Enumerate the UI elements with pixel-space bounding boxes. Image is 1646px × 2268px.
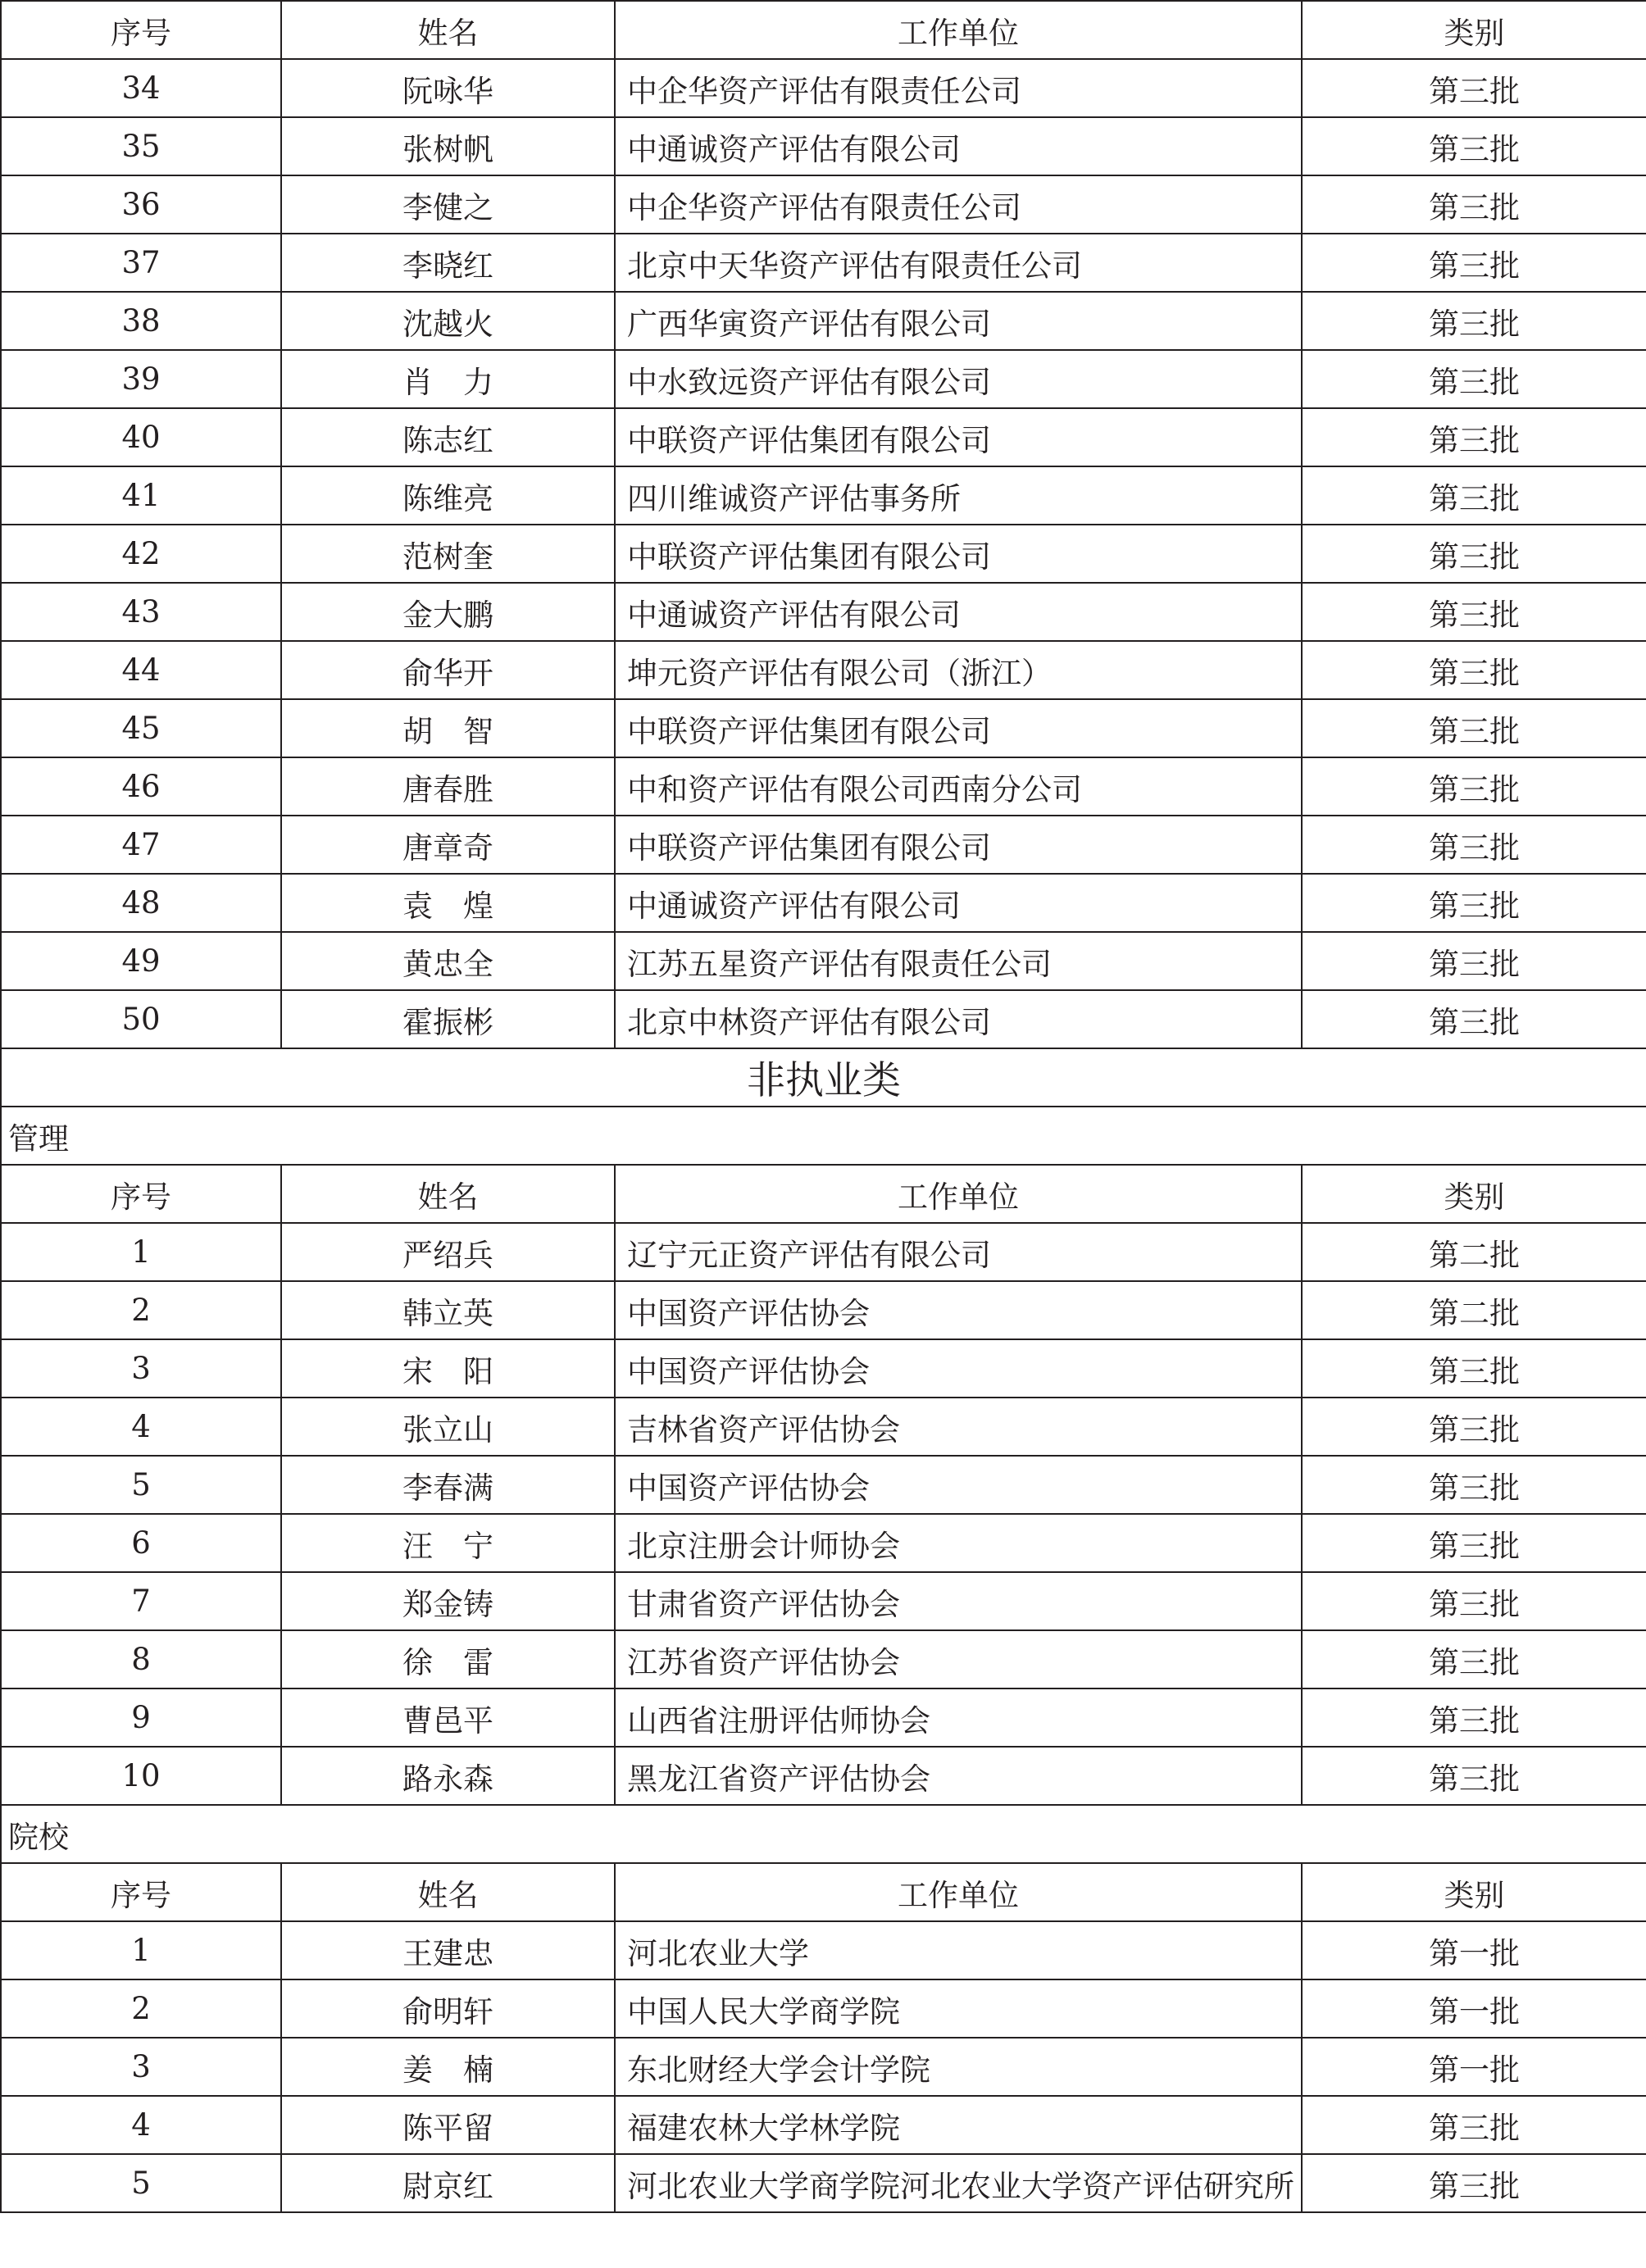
table-row <box>1 2154 1646 2212</box>
row-org: 中企华资产评估有限责任公司 <box>615 59 1302 117</box>
row-org: 中国人民大学商学院 <box>615 1979 1302 2038</box>
row-org: 江苏五星资产评估有限责任公司 <box>615 932 1302 990</box>
row-no: 46 <box>1 757 281 816</box>
row-name: 唐章奇 <box>281 816 615 874</box>
row-org: 中通诚资产评估有限公司 <box>615 117 1302 175</box>
row-org: 中联资产评估集团有限公司 <box>615 525 1302 583</box>
row-name: 徐 雷 <box>281 1630 615 1689</box>
header-org: 工作单位 <box>615 1165 1302 1223</box>
row-org: 中通诚资产评估有限公司 <box>615 874 1302 932</box>
table-row <box>1 1979 1646 2038</box>
row-category: 第三批 <box>1302 816 1646 874</box>
row-name: 汪 宁 <box>281 1514 615 1572</box>
row-category: 第三批 <box>1302 1630 1646 1689</box>
header-category: 类别 <box>1302 1 1646 59</box>
row-category: 第三批 <box>1302 699 1646 757</box>
row-org: 中国资产评估协会 <box>615 1456 1302 1514</box>
row-category: 第一批 <box>1302 1979 1646 2038</box>
row-org: 中通诚资产评估有限公司 <box>615 583 1302 641</box>
row-name: 李晓红 <box>281 234 615 292</box>
row-no: 7 <box>1 1572 281 1630</box>
header-name: 姓名 <box>281 1 615 59</box>
row-category: 第三批 <box>1302 525 1646 583</box>
roster-body <box>1 1 1646 2212</box>
table-row <box>1 1339 1646 1398</box>
header-org: 工作单位 <box>615 1863 1302 1921</box>
table-row <box>1 1398 1646 1456</box>
table-row <box>1 2038 1646 2096</box>
row-name: 阮咏华 <box>281 59 615 117</box>
row-category: 第三批 <box>1302 583 1646 641</box>
table-row <box>1 350 1646 408</box>
row-no: 2 <box>1 1281 281 1339</box>
management-label-row <box>1 1107 1646 1165</box>
academic-label: 院校 <box>1 1805 1646 1863</box>
academic-label-row <box>1 1805 1646 1863</box>
table-row <box>1 990 1646 1048</box>
row-name: 俞华开 <box>281 641 615 699</box>
row-name: 韩立英 <box>281 1281 615 1339</box>
table-row <box>1 583 1646 641</box>
row-name: 俞明轩 <box>281 1979 615 2038</box>
row-category: 第三批 <box>1302 757 1646 816</box>
row-category: 第三批 <box>1302 874 1646 932</box>
row-name: 王建忠 <box>281 1921 615 1979</box>
row-org: 坤元资产评估有限公司（浙江） <box>615 641 1302 699</box>
row-no: 35 <box>1 117 281 175</box>
row-name: 陈志红 <box>281 408 615 466</box>
row-org: 中联资产评估集团有限公司 <box>615 408 1302 466</box>
row-name: 宋 阳 <box>281 1339 615 1398</box>
row-category: 第三批 <box>1302 408 1646 466</box>
table-row <box>1 641 1646 699</box>
header-name: 姓名 <box>281 1165 615 1223</box>
row-org: 北京注册会计师协会 <box>615 1514 1302 1572</box>
row-category: 第三批 <box>1302 466 1646 525</box>
table-row <box>1 816 1646 874</box>
row-category: 第二批 <box>1302 1281 1646 1339</box>
row-category: 第三批 <box>1302 1339 1646 1398</box>
row-no: 34 <box>1 59 281 117</box>
row-name: 胡 智 <box>281 699 615 757</box>
row-org: 福建农林大学林学院 <box>615 2096 1302 2154</box>
row-org: 北京中天华资产评估有限责任公司 <box>615 234 1302 292</box>
row-name: 金大鹏 <box>281 583 615 641</box>
row-no: 48 <box>1 874 281 932</box>
row-category: 第三批 <box>1302 1398 1646 1456</box>
header-no: 序号 <box>1 1 281 59</box>
table-row <box>1 292 1646 350</box>
row-no: 47 <box>1 816 281 874</box>
row-org: 黑龙江省资产评估协会 <box>615 1747 1302 1805</box>
table-row <box>1 525 1646 583</box>
row-name: 姜 楠 <box>281 2038 615 2096</box>
row-no: 2 <box>1 1979 281 2038</box>
table-row <box>1 1456 1646 1514</box>
practicing-header-row <box>1 1 1646 59</box>
row-category: 第三批 <box>1302 117 1646 175</box>
row-no: 9 <box>1 1689 281 1747</box>
table-row <box>1 408 1646 466</box>
table-row <box>1 757 1646 816</box>
row-name: 郑金铸 <box>281 1572 615 1630</box>
row-name: 陈维亮 <box>281 466 615 525</box>
row-category: 第三批 <box>1302 59 1646 117</box>
row-name: 沈越火 <box>281 292 615 350</box>
management-header-row <box>1 1165 1646 1223</box>
row-category: 第一批 <box>1302 1921 1646 1979</box>
row-no: 4 <box>1 2096 281 2154</box>
row-org: 广西华寅资产评估有限公司 <box>615 292 1302 350</box>
row-no: 44 <box>1 641 281 699</box>
row-org: 吉林省资产评估协会 <box>615 1398 1302 1456</box>
row-category: 第三批 <box>1302 641 1646 699</box>
table-row <box>1 175 1646 234</box>
row-name: 霍振彬 <box>281 990 615 1048</box>
row-category: 第三批 <box>1302 1572 1646 1630</box>
row-org: 东北财经大学会计学院 <box>615 2038 1302 2096</box>
row-category: 第三批 <box>1302 990 1646 1048</box>
table-row <box>1 1921 1646 1979</box>
row-name: 唐春胜 <box>281 757 615 816</box>
row-no: 38 <box>1 292 281 350</box>
header-category: 类别 <box>1302 1165 1646 1223</box>
row-org: 中国资产评估协会 <box>615 1281 1302 1339</box>
table-row <box>1 1572 1646 1630</box>
row-name: 尉京红 <box>281 2154 615 2212</box>
row-name: 李健之 <box>281 175 615 234</box>
management-label: 管理 <box>1 1107 1646 1165</box>
row-name: 张立山 <box>281 1398 615 1456</box>
row-org: 中联资产评估集团有限公司 <box>615 816 1302 874</box>
table-row <box>1 1514 1646 1572</box>
row-org: 中企华资产评估有限责任公司 <box>615 175 1302 234</box>
row-category: 第三批 <box>1302 1456 1646 1514</box>
table-row <box>1 1630 1646 1689</box>
row-org: 河北农业大学商学院河北农业大学资产评估研究所 <box>615 2154 1302 2212</box>
row-category: 第一批 <box>1302 2038 1646 2096</box>
row-no: 36 <box>1 175 281 234</box>
academic-header-row <box>1 1863 1646 1921</box>
row-no: 5 <box>1 2154 281 2212</box>
row-no: 1 <box>1 1223 281 1281</box>
row-org: 中国资产评估协会 <box>615 1339 1302 1398</box>
row-no: 39 <box>1 350 281 408</box>
table-row <box>1 59 1646 117</box>
row-no: 3 <box>1 2038 281 2096</box>
table-row <box>1 1281 1646 1339</box>
row-category: 第三批 <box>1302 1747 1646 1805</box>
table-row <box>1 932 1646 990</box>
row-name: 范树奎 <box>281 525 615 583</box>
row-name: 曹邑平 <box>281 1689 615 1747</box>
table-row <box>1 874 1646 932</box>
row-name: 严绍兵 <box>281 1223 615 1281</box>
row-no: 50 <box>1 990 281 1048</box>
table-row <box>1 234 1646 292</box>
row-category: 第三批 <box>1302 1514 1646 1572</box>
row-category: 第三批 <box>1302 1689 1646 1747</box>
row-category: 第三批 <box>1302 292 1646 350</box>
row-category: 第三批 <box>1302 932 1646 990</box>
table-row <box>1 2096 1646 2154</box>
row-no: 10 <box>1 1747 281 1805</box>
row-org: 山西省注册评估师协会 <box>615 1689 1302 1747</box>
header-no: 序号 <box>1 1863 281 1921</box>
table-row <box>1 1689 1646 1747</box>
row-no: 45 <box>1 699 281 757</box>
row-no: 49 <box>1 932 281 990</box>
header-org: 工作单位 <box>615 1 1302 59</box>
row-org: 中和资产评估有限公司西南分公司 <box>615 757 1302 816</box>
row-no: 43 <box>1 583 281 641</box>
row-name: 张树帆 <box>281 117 615 175</box>
row-org: 辽宁元正资产评估有限公司 <box>615 1223 1302 1281</box>
row-name: 陈平留 <box>281 2096 615 2154</box>
row-category: 第三批 <box>1302 2096 1646 2154</box>
header-name: 姓名 <box>281 1863 615 1921</box>
table-row <box>1 117 1646 175</box>
table-row <box>1 1747 1646 1805</box>
row-org: 河北农业大学 <box>615 1921 1302 1979</box>
row-category: 第二批 <box>1302 1223 1646 1281</box>
row-name: 袁 煌 <box>281 874 615 932</box>
row-no: 40 <box>1 408 281 466</box>
row-no: 4 <box>1 1398 281 1456</box>
row-name: 路永森 <box>281 1747 615 1805</box>
row-no: 42 <box>1 525 281 583</box>
row-name: 黄忠全 <box>281 932 615 990</box>
row-name: 李春满 <box>281 1456 615 1514</box>
row-no: 5 <box>1 1456 281 1514</box>
table-row <box>1 699 1646 757</box>
row-org: 中联资产评估集团有限公司 <box>615 699 1302 757</box>
row-name: 肖 力 <box>281 350 615 408</box>
row-no: 6 <box>1 1514 281 1572</box>
row-no: 37 <box>1 234 281 292</box>
row-org: 四川维诚资产评估事务所 <box>615 466 1302 525</box>
row-category: 第三批 <box>1302 175 1646 234</box>
table-row <box>1 466 1646 525</box>
row-no: 1 <box>1 1921 281 1979</box>
section-title-row <box>1 1048 1646 1107</box>
row-category: 第三批 <box>1302 350 1646 408</box>
section-title: 非执业类 <box>1 1048 1646 1107</box>
row-org: 中水致远资产评估有限公司 <box>615 350 1302 408</box>
row-org: 北京中林资产评估有限公司 <box>615 990 1302 1048</box>
row-org: 江苏省资产评估协会 <box>615 1630 1302 1689</box>
table-row <box>1 1223 1646 1281</box>
header-category: 类别 <box>1302 1863 1646 1921</box>
header-no: 序号 <box>1 1165 281 1223</box>
row-no: 3 <box>1 1339 281 1398</box>
row-category: 第三批 <box>1302 2154 1646 2212</box>
row-no: 41 <box>1 466 281 525</box>
row-org: 甘肃省资产评估协会 <box>615 1572 1302 1630</box>
row-no: 8 <box>1 1630 281 1689</box>
row-category: 第三批 <box>1302 234 1646 292</box>
